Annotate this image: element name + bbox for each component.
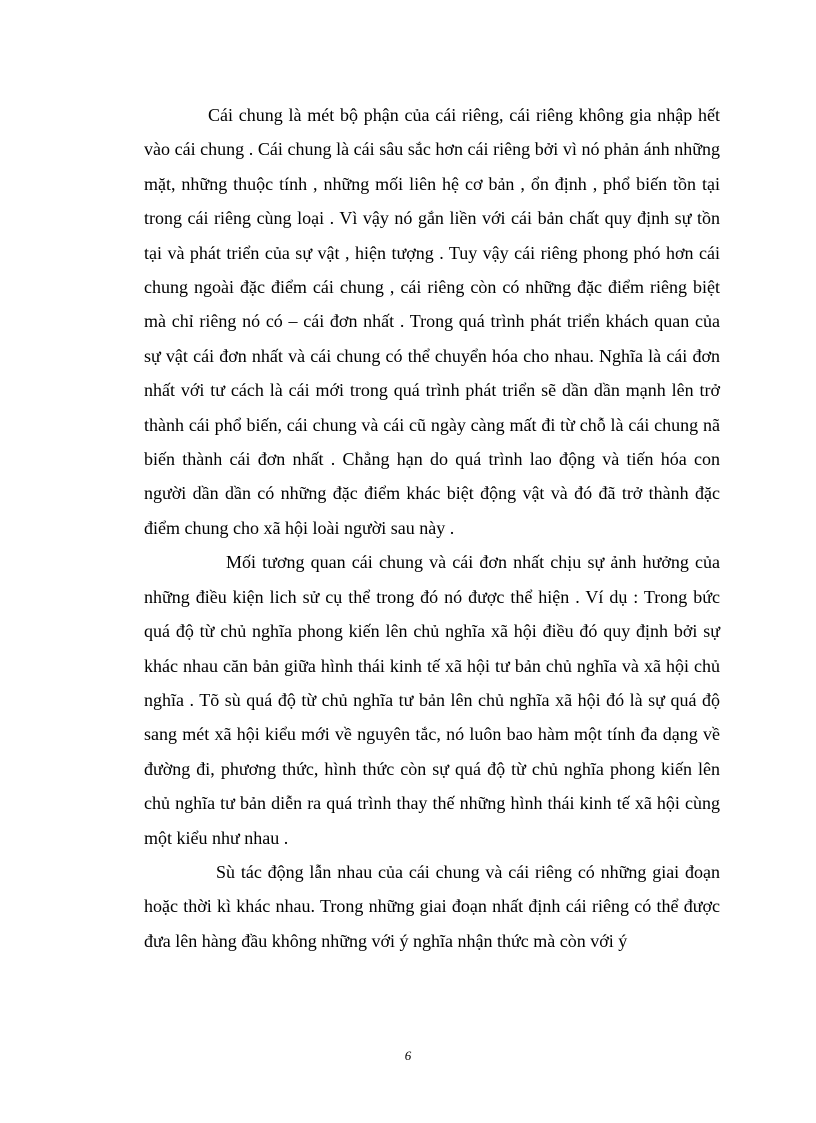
page-number: 6 [404, 1048, 412, 1063]
paragraph-2: Mối tương quan cái chung và cái đơn nhất chịu sự ảnh hưởng của những điều kiện lich sử cụ thể trong đó nó được thể hiện . Ví dụ : Trong bức quá độ từ chủ nghĩa phong kiến lên chủ nghĩa xã hội điều đó quy định bởi sự khác nhau căn bản giữa hình thái kinh tế xã hội tư bản chủ nghĩa và xã hội chủ nghĩa . Tõ sù quá độ từ chủ nghĩa tư bản lên chủ nghĩa xã hội đó là sự quá độ sang mét xã hội kiểu mới về nguyên tắc, nó luôn bao hàm một tính đa dạng về đường đi, phương thức, hình thức còn sự quá độ từ chủ nghĩa phong kiến lên chủ nghĩa tư bản diễn ra quá trình thay thế những hình thái kinh tế xã hội cùng một kiểu như nhau . [144, 552, 720, 848]
paragraph-3: Sù tác động lẫn nhau của cái chung và cái riêng có những giai đoạn hoặc thời kì khác nhau. Trong những giai đoạn nhất định cái riêng có thể được đưa lên hàng đầu không những với ý nghĩa nhận thức mà còn với ý [144, 861, 720, 951]
body-text [144, 98, 720, 958]
paragraph-1: Cái chung là mét bộ phận của cái riêng, cái riêng không gia nhập hết vào cái chung . Cái chung là cái sâu sắc hơn cái riêng bởi vì nó phản ánh những mặt, những thuộc tính , những mối liên hệ cơ bản , ổn định , phổ biến tồn tại trong cái riêng cùng loại . Vì vậy nó gắn liền với cái bản chất quy định sự tồn tại và phát triển của sự vật , hiện tượng . Tuy vậy cái riêng phong phó hơn cái chung ngoài đặc điểm cái chung , cái riêng còn có những đặc điểm riêng biệt mà chỉ riêng nó có – cái đơn nhất . Trong quá trình phát triển khách quan của sự vật cái đơn nhất và cái chung có thể chuyển hóa cho nhau. Nghĩa là cái đơn nhất với tư cách là cái mới trong quá trình phát triển sẽ dần dần mạnh lên trở thành cái phổ biến, cái chung và cái cũ ngày càng mất đi từ chỗ là cái chung nã biến thành cái đơn nhất . Chẳng hạn do quá trình lao động và tiến hóa con người dần dần có những đặc điểm khác biệt động vật và đó đã trở thành đặc điểm chung cho xã hội loài người sau này . [144, 105, 720, 538]
